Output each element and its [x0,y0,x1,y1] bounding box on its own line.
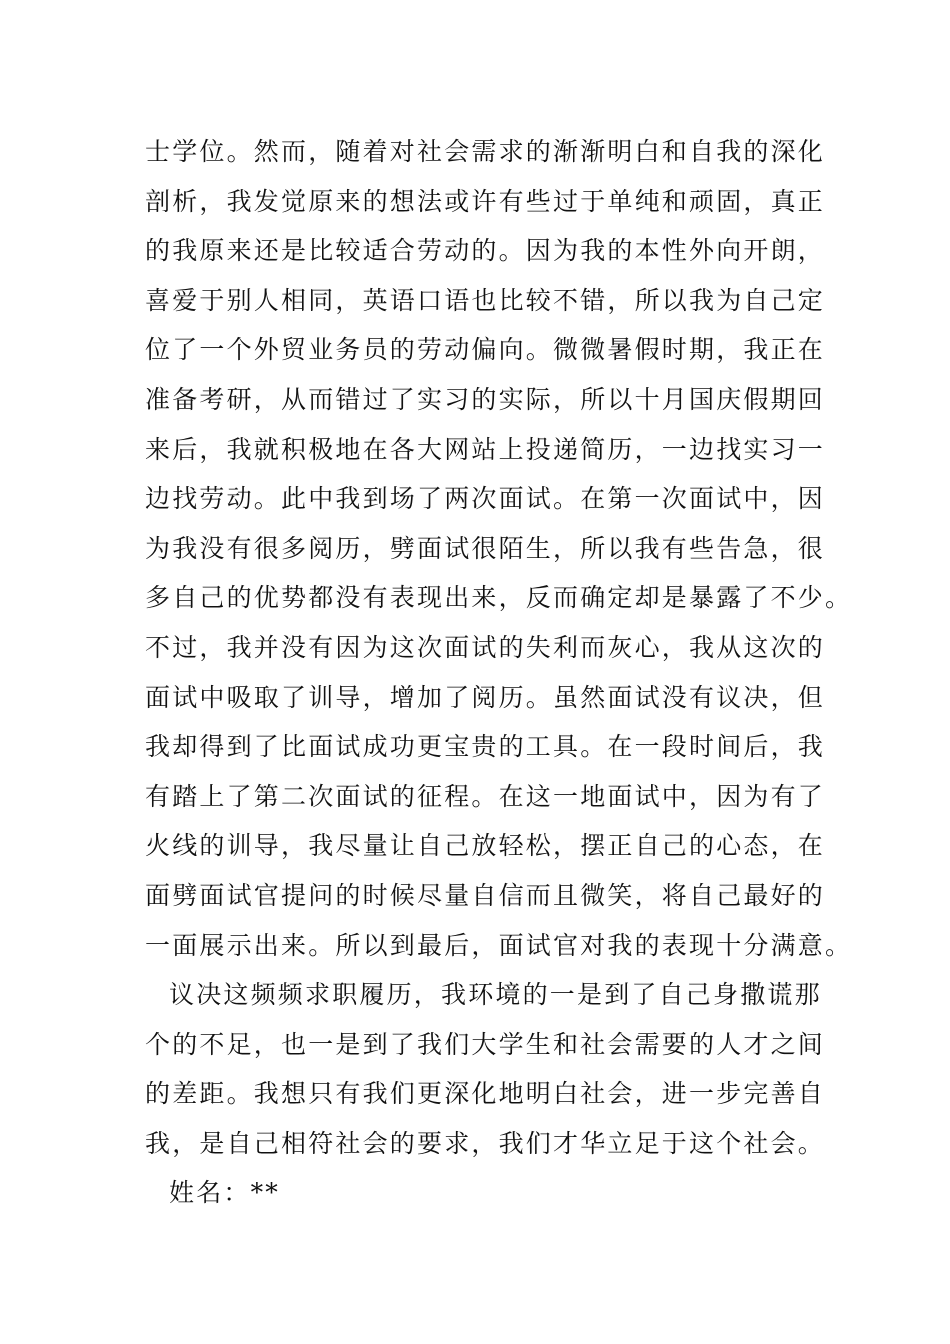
text-line: 一面展示出来。所以到最后，面试官对我的表现十分满意。 [145,930,853,960]
text-line: 士学位。然而，随着对社会需求的渐渐明白和自我的深化 [145,137,826,166]
text-line: 火线的训导，我尽量让自己放轻松，摆正自己的心态，在 [145,831,826,861]
text-line: 位了一个外贸业务员的劳动偏向。微微暑假时期，我正在 [145,335,826,365]
text-line: 个的不足，也一是到了我们大学生和社会需要的人才之间 [145,1029,826,1059]
text-line: 面劈面试官提问的时候尽量自信而且微笑，将自己最好的 [145,880,826,910]
text-line: 不过，我并没有因为这次面试的失利而灰心，我从这次的 [145,632,826,662]
text-line: 为我没有很多阅历，劈面试很陌生，所以我有些告急，很 [145,533,826,563]
text-line: 的我原来还是比较适合劳动的。因为我的本性外向开朗， [145,236,826,266]
body-text [145,127,853,1218]
text-line: 边找劳动。此中我到场了两次面试。在第一次面试中，因 [145,484,826,514]
text-line: 来后，我就积极地在各大网站上投递简历，一边找实习一 [145,434,826,464]
text-line: 剖析，我发觉原来的想法或许有些过于单纯和顽固，真正 [145,186,826,216]
text-line: 我却得到了比面试成功更宝贵的工具。在一段时间后，我 [145,732,826,762]
text-line: 面试中吸取了训导，增加了阅历。虽然面试没有议决，但 [145,682,826,712]
text-line: 我，是自己相符社会的要求，我们才华立足于这个社会。 [145,1128,826,1158]
paragraph-start-line: 议决这频频求职履历，我环境的一是到了自己身撒谎那 [169,980,822,1010]
text-line: 多自己的优势都没有表现出来，反而确定却是暴露了不少。 [145,583,853,613]
text-line: 的差距。我想只有我们更深化地明白社会，进一步完善自 [145,1079,826,1109]
text-line: 准备考研，从而错过了实习的实际，所以十月国庆假期回 [145,384,826,414]
text-line: 喜爱于别人相同，英语口语也比较不错，所以我为自己定 [145,285,826,315]
text-line: 有踏上了第二次面试的征程。在这一地面试中，因为有了 [145,781,826,811]
name-line: 姓名：** [169,1178,281,1208]
